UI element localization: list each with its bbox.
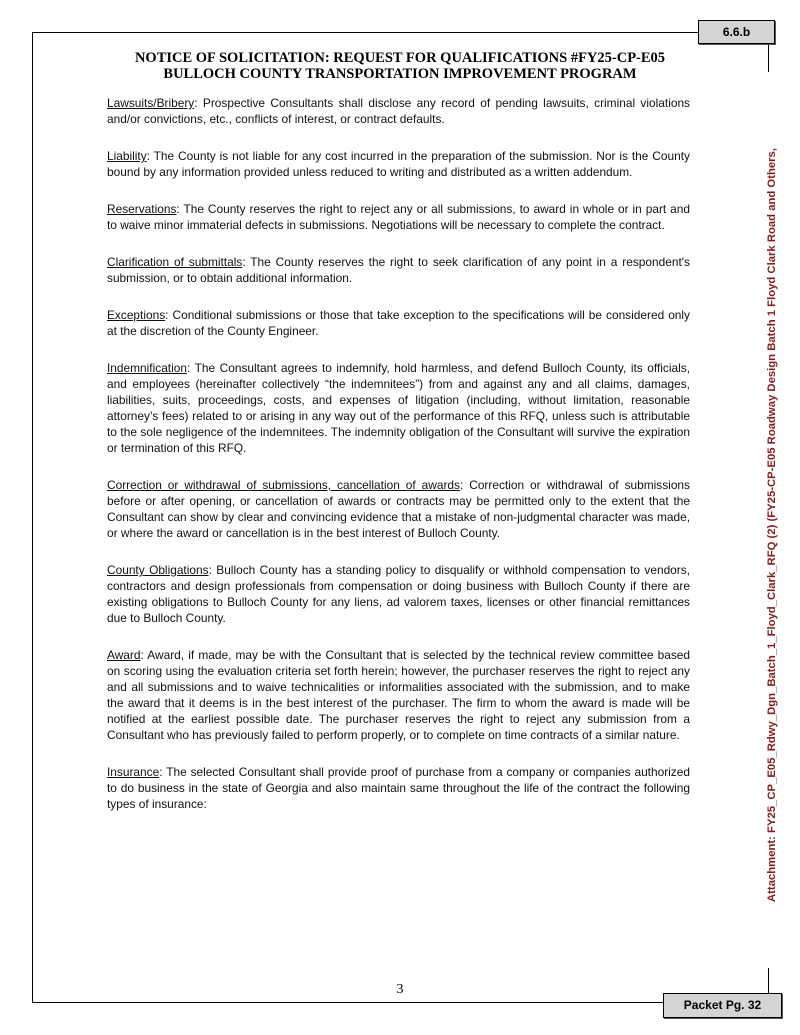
section-paragraph bbox=[107, 254, 690, 286]
heading-separator: : bbox=[242, 255, 251, 269]
section-heading: Award bbox=[107, 648, 141, 662]
section-text: The County is not liable for any cost incurred in the preparation of the submission. Nor is the County bound by any information provided unless reduced to writing and distributed as a written addendum. bbox=[107, 149, 690, 179]
section-heading: Liability bbox=[107, 149, 147, 163]
section-paragraph bbox=[107, 764, 690, 812]
frame-right-bottom bbox=[768, 968, 769, 993]
heading-separator: : bbox=[194, 96, 203, 110]
title-line-2: BULLOCH COUNTY TRANSPORTATION IMPROVEMENT PROGRAM bbox=[163, 66, 637, 82]
section-heading: Lawsuits/Bribery bbox=[107, 96, 195, 110]
section-paragraph bbox=[107, 201, 690, 233]
section-text: Award, if made, may be with the Consultant that is selected by the technical review committee based on scoring using the evaluation criteria set forth herein; however, the purchaser reserves the right to reject any and all submissions and to waive technicalities or informalities associated with the submission, and to make the award that it deems is in the best interest of the purchaser. The firm to whom the award is made will be notified at the earliest possible date. The purchaser reserves the right to reject any submission from a Consultant who has previously failed to perform properly, or to complete on time contracts of a similar nature. bbox=[107, 648, 690, 742]
page-title bbox=[60, 50, 740, 82]
attachment-sidebar-text: Attachment: FY25_CP_E05_Rdwy_Dgn_Batch_1_Floyd_Clark_RFQ (2) (FY25-CP-E05 Roadway Design Batch 1 Floyd Clark Road and Others, bbox=[766, 148, 778, 902]
heading-separator: : bbox=[186, 361, 195, 375]
section-text: Conditional submissions or those that take exception to the specifications will be considered only at the discretion of the County Engineer. bbox=[107, 308, 691, 338]
heading-separator: : bbox=[159, 765, 167, 779]
section-paragraph bbox=[107, 95, 690, 127]
section-heading: Indemnification bbox=[107, 361, 187, 375]
section-paragraph bbox=[107, 647, 690, 743]
heading-separator: : bbox=[208, 563, 217, 577]
section-heading: Correction or withdrawal of submissions, cancellation of awards bbox=[107, 478, 460, 492]
heading-separator: : bbox=[459, 478, 470, 492]
heading-separator: : bbox=[165, 308, 173, 322]
heading-separator: : bbox=[176, 202, 184, 216]
section-paragraph bbox=[107, 307, 690, 339]
section-heading: Exceptions bbox=[107, 308, 166, 322]
section-paragraph bbox=[107, 148, 690, 180]
packet-page-badge: Packet Pg. 32 bbox=[663, 993, 782, 1018]
section-text: The Consultant agrees to indemnify, hold harmless, and defend Bulloch County, its officials, and employees (hereinafter collectively “the indemnitees”) from and against any and all claims, damages, liabilities, suits, proceedings, costs, and expenses of litigation (including, without limitation, reasonable attorney’s fees) related to or arising in any way out of the performance of this RFQ, unless such is attributable to the sole negligence of the indemnitees. The indemnity obligation of the Consultant will survive the expiration or termination of this RFQ. bbox=[107, 361, 690, 455]
section-paragraph bbox=[107, 477, 690, 541]
section-paragraph bbox=[107, 562, 690, 626]
heading-separator: : bbox=[146, 149, 154, 163]
section-text: The County reserves the right to seek clarification of any point in a respondent's submission, or to obtain additional information. bbox=[107, 255, 690, 285]
section-text: The County reserves the right to reject any or all submissions, to award in whole or in part and to waive minor immaterial defects in submissions. Negotiations will be necessary to complete the contract. bbox=[107, 202, 690, 232]
section-text: Prospective Consultants shall disclose any record of pending lawsuits, criminal violations and/or convictions, etc., conflicts of interest, or contract defaults. bbox=[107, 96, 691, 126]
frame-bottom bbox=[32, 1002, 663, 1003]
document-body bbox=[107, 95, 690, 833]
frame-top bbox=[32, 32, 698, 33]
page-number: 3 bbox=[396, 982, 404, 997]
section-heading: Clarification of submittals bbox=[107, 255, 243, 269]
section-heading: Insurance bbox=[107, 765, 160, 779]
frame-right-top bbox=[768, 44, 769, 72]
title-line-1: NOTICE OF SOLICITATION: REQUEST FOR QUALIFICATIONS #FY25-CP-E05 bbox=[134, 50, 666, 66]
section-paragraph bbox=[107, 360, 690, 456]
section-text: Bulloch County has a standing policy to disqualify or withhold compensation to vendors, contractors and design professionals from compensation or doing business with Bulloch County if there are existing obligations to Bulloch County for any liens, ad valorem taxes, licenses or other financial remittances due to Bulloch County. bbox=[107, 563, 691, 625]
heading-separator: : bbox=[140, 648, 148, 662]
section-heading: Reservations bbox=[107, 202, 177, 216]
agenda-item-badge: 6.6.b bbox=[698, 20, 775, 44]
frame-left bbox=[32, 32, 33, 1002]
section-text: The selected Consultant shall provide proof of purchase from a company or companies authorized to do business in the state of Georgia and also maintain same throughout the life of the contract the following types of insurance: bbox=[107, 765, 690, 811]
section-text: Correction or withdrawal of submissions before or after opening, or cancellation of awards or contracts may be permitted only to the extent that the Consultant can show by clear and convincing evidence that a mistake of non-judgmental character was made, or where the award or cancellation is in the best interest of Bulloch County. bbox=[107, 478, 690, 540]
section-heading: County Obligations bbox=[107, 563, 209, 577]
